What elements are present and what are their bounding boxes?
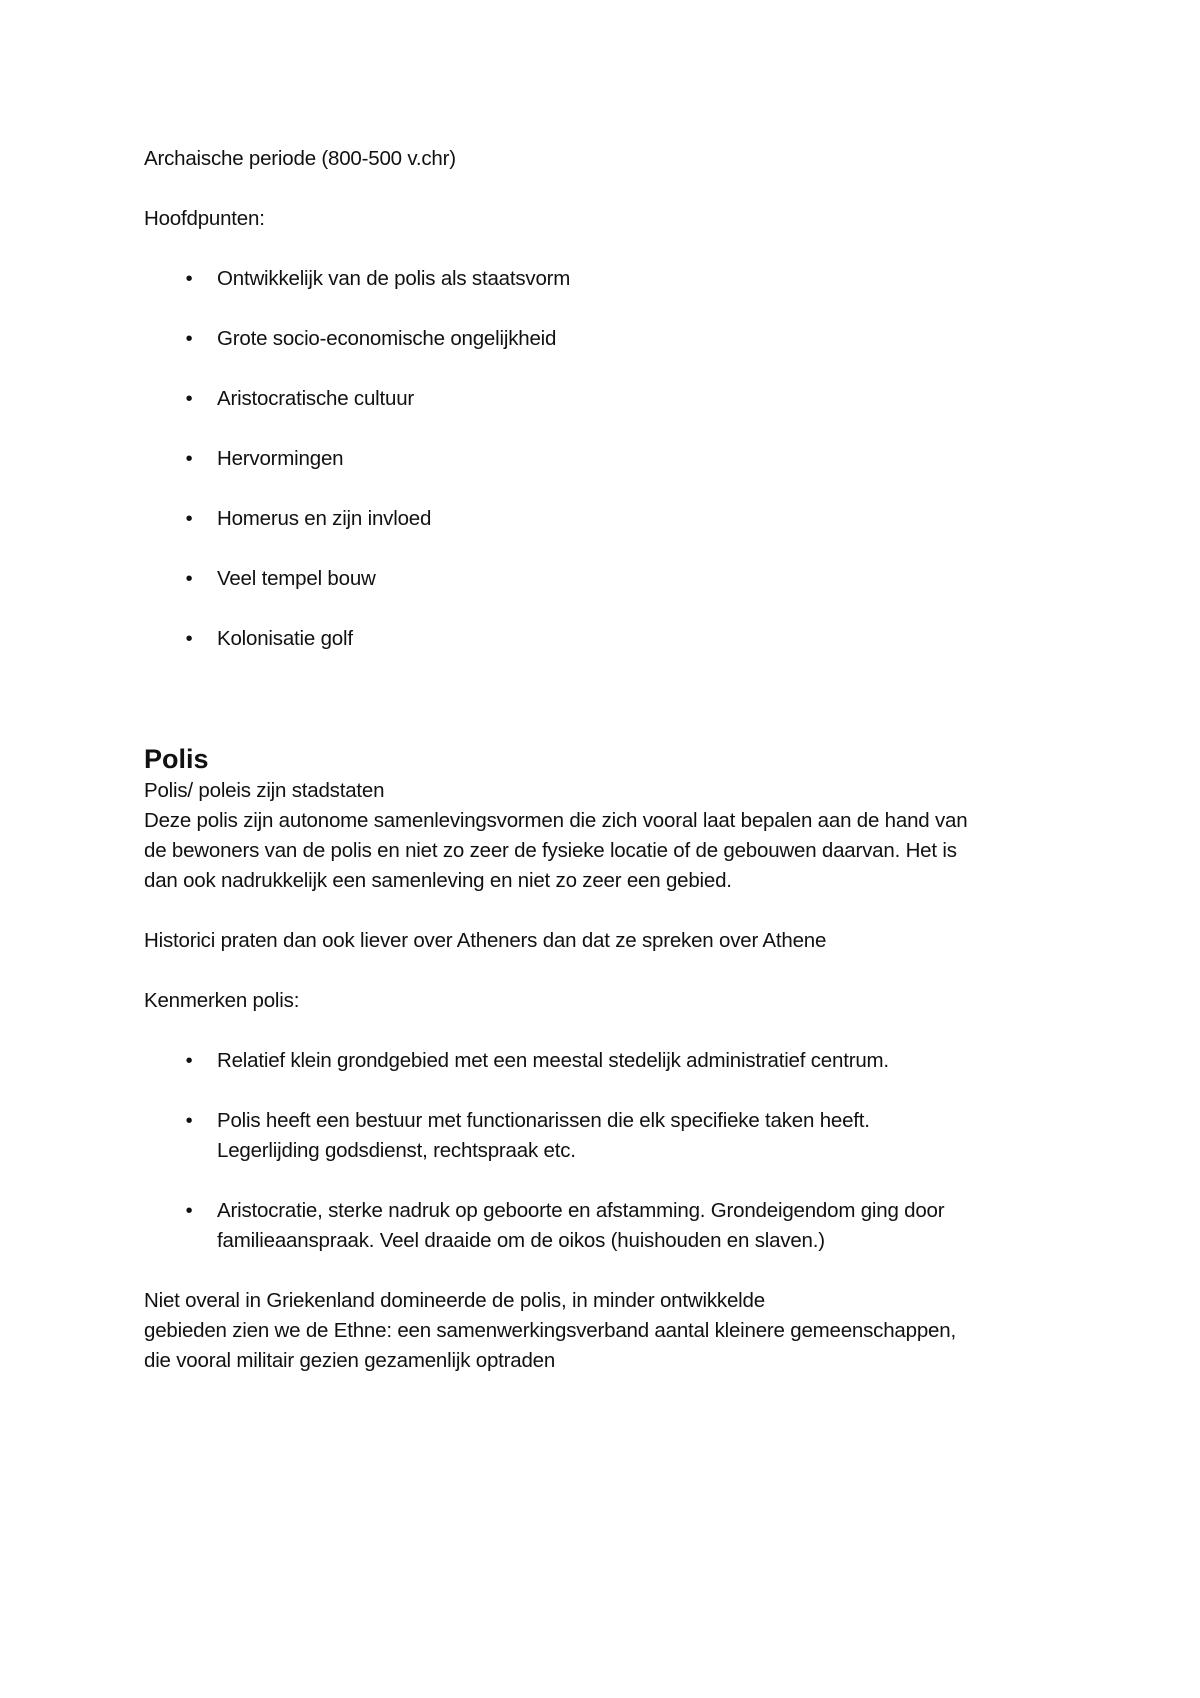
document-content bbox=[144, 144, 1064, 1376]
main-points-label: Hoofdpunten: bbox=[144, 207, 265, 230]
bullet-icon: • bbox=[185, 388, 193, 410]
list-item-text: Relatief klein grondgebied met een meestal stedelijk administratief centrum. bbox=[217, 1049, 889, 1072]
main-points-list bbox=[144, 264, 1064, 654]
list-item-text-continued: Legerlijding godsdienst, rechtspraak etc. bbox=[217, 1139, 576, 1162]
polis-heading: Polis bbox=[144, 744, 209, 774]
historici-line: Historici praten dan ook liever over Atheners dan dat ze spreken over Athene bbox=[144, 929, 827, 952]
list-item bbox=[144, 564, 1064, 594]
list-item bbox=[144, 624, 1064, 654]
period-title: Archaische periode (800-500 v.chr) bbox=[144, 147, 456, 170]
list-item-text-continued: familieaanspraak. Veel draaide om de oikos (huishouden en slaven.) bbox=[217, 1229, 825, 1252]
list-item-text: Grote socio-economische ongelijkheid bbox=[217, 327, 557, 350]
list-item-text: Veel tempel bouw bbox=[217, 567, 376, 590]
list-item bbox=[144, 264, 1064, 294]
polis-paragraph-line: de bewoners van de polis en niet zo zeer de fysieke locatie of de gebouwen daarvan. Het is bbox=[144, 839, 957, 862]
bullet-icon: • bbox=[185, 1110, 193, 1132]
list-item bbox=[144, 1106, 1064, 1166]
ethne-line: Niet overal in Griekenland domineerde de polis, in minder ontwikkelde bbox=[144, 1289, 765, 1312]
polis-paragraph-line: Deze polis zijn autonome samenlevingsvormen die zich vooral laat bepalen aan de hand van bbox=[144, 809, 968, 832]
list-item bbox=[144, 324, 1064, 354]
ethne-line: die vooral militair gezien gezamenlijk optraden bbox=[144, 1349, 556, 1372]
bullet-icon: • bbox=[185, 448, 193, 470]
bullet-icon: • bbox=[185, 1200, 193, 1222]
features-list bbox=[144, 1046, 1064, 1256]
list-item-text: Homerus en zijn invloed bbox=[217, 507, 432, 530]
list-item-text: Aristocratische cultuur bbox=[217, 387, 415, 410]
bullet-icon: • bbox=[185, 268, 193, 290]
bullet-icon: • bbox=[185, 328, 193, 350]
list-item-text: Polis heeft een bestuur met functionarissen die elk specifieke taken heeft. bbox=[217, 1109, 870, 1132]
list-item bbox=[144, 1046, 1064, 1076]
list-item bbox=[144, 1196, 1064, 1256]
list-item-text: Ontwikkelijk van de polis als staatsvorm bbox=[217, 267, 571, 290]
list-item-text: Kolonisatie golf bbox=[217, 627, 353, 650]
bullet-icon: • bbox=[185, 628, 193, 650]
list-item bbox=[144, 384, 1064, 414]
list-item bbox=[144, 504, 1064, 534]
features-label: Kenmerken polis: bbox=[144, 989, 300, 1012]
list-item-text: Hervormingen bbox=[217, 447, 344, 470]
bullet-icon: • bbox=[185, 1050, 193, 1072]
polis-paragraph-line: dan ook nadrukkelijk een samenleving en niet zo zeer een gebied. bbox=[144, 869, 732, 892]
ethne-line: gebieden zien we de Ethne: een samenwerkingsverband aantal kleinere gemeenschappen, bbox=[144, 1319, 956, 1342]
polis-subtitle: Polis/ poleis zijn stadstaten bbox=[144, 779, 385, 802]
list-item-text: Aristocratie, sterke nadruk op geboorte en afstamming. Grondeigendom ging door bbox=[217, 1199, 945, 1222]
list-item bbox=[144, 444, 1064, 474]
bullet-icon: • bbox=[185, 508, 193, 530]
bullet-icon: • bbox=[185, 568, 193, 590]
